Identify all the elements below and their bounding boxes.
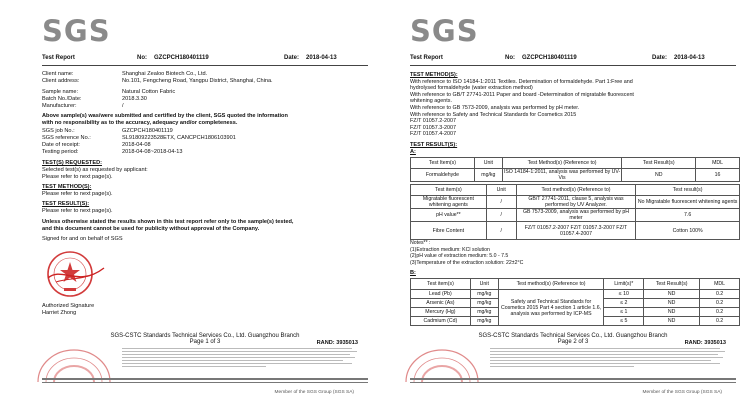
col-header: Test method(s) (Reference to) (516, 185, 636, 196)
section-title: TEST METHOD(S): (42, 184, 92, 190)
table-cell: Cadmium (Cd) (411, 317, 471, 326)
field-value: Shanghai Zealoo Biotech Co., Ltd. (122, 71, 208, 77)
field-value: / (122, 103, 124, 109)
member-note: Member of the SGS Group (SGS SA) (642, 390, 722, 395)
disclaimer (42, 219, 368, 233)
table-cell: mg/kg (470, 290, 498, 299)
field-label: Client name: (42, 71, 74, 77)
table-cell: ≤ 5 (604, 317, 644, 326)
section-b-label: B: (410, 270, 416, 276)
note-line: (1)Extraction medium: KCl solution (410, 246, 490, 253)
table-cell: ND (644, 308, 700, 317)
header-date-label: Date: (652, 55, 668, 61)
field-label: Batch No./Date: (42, 96, 82, 102)
method-line: FZ/T 01057.4-2007 (410, 131, 457, 138)
footer-page: Page 2 of 3 (557, 339, 589, 345)
test-methods (42, 184, 368, 198)
table-cell: / (486, 222, 516, 240)
sgs-logo: SGS (410, 14, 479, 48)
method-line: With reference to Safety and Technical Standards for Cosmetics 2015 (410, 111, 577, 118)
sample-info (42, 89, 368, 110)
heavy-metals-table (410, 278, 740, 326)
job-info (42, 128, 368, 156)
table-row (411, 196, 740, 209)
formaldehyde-table (410, 157, 740, 182)
table-cell: 0.2 (700, 308, 740, 317)
table-row (411, 290, 740, 299)
footer-rand: RAND: 3935013 (684, 340, 726, 346)
note-line: (2)pH value of extraction medium: 5.0 - 7.5 (410, 253, 509, 260)
col-header: Test item(s) (411, 279, 471, 290)
report-page-2 (390, 0, 742, 400)
table-cell: Lead (Pb) (411, 290, 471, 299)
table-cell: Formaldehyde (411, 169, 475, 182)
col-header: Test Result(s) (622, 158, 696, 169)
section-title: TEST RESULT(S): (42, 201, 90, 207)
field-label: Testing period: (42, 149, 79, 155)
table-cell: GB/T 27741-2011, clause 5, analysis was performed by UV Analyzer. (516, 196, 636, 209)
table-cell: mg/kg (474, 169, 502, 182)
field-value: No.101, Fengcheng Road, Yangpu District, Shanghai, China. (122, 78, 273, 84)
table-cell: ND (644, 317, 700, 326)
note-line: Notes** : (410, 240, 431, 246)
divider (42, 65, 368, 66)
table-cell: / (486, 209, 516, 222)
section-a-label: A: (410, 149, 416, 155)
sgs-logo: SGS (42, 14, 111, 48)
section-text: Please refer to next page(s). (42, 208, 113, 214)
field-value: 2018-04-08 (122, 142, 151, 148)
table-row (411, 222, 740, 240)
header-no-value: GZCPCH180401119 (522, 55, 577, 61)
header-title: Test Report (410, 55, 443, 61)
col-header: Unit (474, 158, 502, 169)
header-date-value: 2018-04-13 (306, 55, 337, 61)
table-row (411, 169, 740, 182)
disclaimer-line: Unless otherwise stated the results shown in this test report refer only to the sample(s) tested, (42, 219, 294, 225)
test-results (42, 201, 368, 215)
table-cell: ND (622, 169, 696, 182)
field-label: Sample name: (42, 89, 79, 95)
statement (42, 113, 368, 127)
auth-name: Harriet Zhong (42, 310, 77, 316)
table-cell: 0.2 (700, 299, 740, 308)
field-value: SL91809223528ETX, CANCPCH1806103901 (122, 135, 236, 141)
field-value: GZCPCH180401119 (122, 128, 173, 134)
report-header (42, 55, 368, 65)
page-footer (42, 333, 368, 345)
tests-requested (42, 160, 368, 181)
table-cell: ISO 14184-1:2011, analysis was performed by UV-Vis (503, 169, 621, 181)
table-cell: mg/kg (470, 299, 498, 308)
company-stamp (44, 248, 108, 300)
method-line: whitening agents. (410, 98, 452, 105)
section-title: TEST(S) REQUESTED: (42, 160, 102, 166)
statement-line: with no responsibility as to the accuracy, adequacy and/or completeness. (42, 120, 238, 126)
header-no-label: No: (137, 55, 147, 61)
fine-print (490, 348, 730, 378)
field-label: Client address: (42, 78, 80, 84)
page-footer (410, 333, 736, 345)
footer-rand: RAND: 3935013 (316, 340, 358, 346)
footer-page: Page 1 of 3 (189, 339, 221, 345)
col-header: Unit (470, 279, 498, 290)
table-cell: pH value** (411, 209, 487, 222)
section-text: Selected test(s) as requested by applicant: (42, 167, 148, 173)
header-no-value: GZCPCH180401119 (154, 55, 209, 61)
method-line: FZ/T 01057.3-2007 (410, 124, 457, 131)
table-cell: Safety and Technical Standards for Cosmetics 2015 Part 4 section 1 article 1.6, analysis was performed by ICP-MS (498, 290, 604, 326)
field-label: Manufacturer: (42, 103, 77, 109)
table-cell: Migratable fluorescent whitening agents (411, 196, 487, 209)
table-cell: mg/kg (470, 308, 498, 317)
member-note: Member of the SGS Group (SGS SA) (274, 390, 354, 395)
field-value: 2018.3.30 (122, 96, 147, 102)
report-page-1 (22, 0, 374, 400)
disclaimer-line: and this document cannot be used for publicity without approval of the Company. (42, 226, 260, 232)
fluorescent-ph-fibre-table (410, 184, 740, 240)
divider (410, 65, 736, 66)
auth-sig-label: Authorized Signature (42, 303, 95, 309)
statement-line: Above sample(s) was/were submitted and certified by the client, SGS quoted the information (42, 113, 288, 119)
table-cell: Mercury (Hg) (411, 308, 471, 317)
method-line: hydrolysed formaldehyde (water extraction method) (410, 85, 533, 92)
method-line: With reference to GB 7573-2009, analysis was performed by pH meter. (410, 104, 580, 111)
col-header: Test result(s) (636, 185, 740, 196)
table-cell: 0.2 (700, 290, 740, 299)
header-no-label: No: (505, 55, 515, 61)
table-cell: 7.6 (636, 209, 740, 222)
header-date-value: 2018-04-13 (674, 55, 705, 61)
table-cell: No Migratable fluorescent whitening agents (636, 196, 740, 209)
section-title: TEST RESULT(S): (410, 142, 458, 148)
section-text: Please refer to next page(s). (42, 174, 113, 180)
client-info (42, 71, 368, 85)
method-line: With reference to GB/T 27741-2011 Paper and board -Determination of migratable fluorescent (410, 91, 634, 98)
section-text: Please refer to next page(s). (42, 191, 113, 197)
footer-company: SGS-CSTC Standards Technical Services Co., Ltd. Guangzhou Branch (478, 333, 668, 339)
authorized-signature (42, 303, 368, 317)
report-header (410, 55, 736, 65)
table-cell: Cotton 100% (636, 222, 740, 240)
section-title: TEST METHOD(S): (410, 72, 458, 78)
field-label: SGS reference No.: (42, 135, 91, 141)
field-label: Date of receipt: (42, 142, 80, 148)
table-cell: ≤ 1 (604, 308, 644, 317)
table-cell: ≤ 10 (604, 290, 644, 299)
table-cell: ≤ 2 (604, 299, 644, 308)
test-methods (410, 72, 736, 138)
note-line: (3)Temperature of the extraction solution: 22±2°C (410, 259, 524, 266)
office-addresses (410, 378, 736, 386)
header-title: Test Report (42, 55, 75, 61)
col-header: Test item(s) (411, 185, 487, 196)
table-cell: ND (644, 290, 700, 299)
col-header: MDL (700, 279, 740, 290)
field-label: SGS job No.: (42, 128, 75, 134)
table-cell: 0.2 (700, 317, 740, 326)
footer-company: SGS-CSTC Standards Technical Services Co., Ltd. Guangzhou Branch (110, 333, 300, 339)
office-addresses (42, 378, 368, 386)
col-header: Test Method(s) (Reference to) (502, 158, 622, 169)
table-cell: FZ/T 01057.2-2007 FZ/T 01057.3-2007 FZ/T 01057.4-2007 (516, 222, 636, 240)
test-results-title (410, 142, 736, 156)
table-cell: / (486, 196, 516, 209)
table-row (411, 209, 740, 222)
col-header: Limit(s)* (604, 279, 644, 290)
table-cell: Fibre Content (411, 222, 487, 240)
header-date-label: Date: (284, 55, 300, 61)
table-cell: GB 7573-2009, analysis was performed by pH meter (516, 209, 636, 222)
field-value: 2018-04-08~2018-04-13 (122, 149, 183, 155)
fine-print (122, 348, 362, 378)
col-header: Test Item(s) (411, 158, 475, 169)
method-line: With reference to ISO 14184-1:2011 Textiles. Determination of formaldehyde. Part 1:Free and (410, 78, 633, 85)
col-header: Test method(s) (Reference to) (498, 279, 604, 290)
table-cell: Arsenic (As) (411, 299, 471, 308)
table-cell: ND (644, 299, 700, 308)
signed-for: Signed for and on behalf of SGS (42, 236, 123, 242)
notes (410, 240, 736, 266)
col-header: Test Result(s) (644, 279, 700, 290)
field-value: Natural Cotton Fabric (122, 89, 176, 95)
table-cell: 16 (696, 169, 740, 182)
table-cell: mg/kg (470, 317, 498, 326)
col-header: MDL (696, 158, 740, 169)
col-header: Unit (486, 185, 516, 196)
method-line: FZ/T 01057.2-2007 (410, 118, 457, 125)
